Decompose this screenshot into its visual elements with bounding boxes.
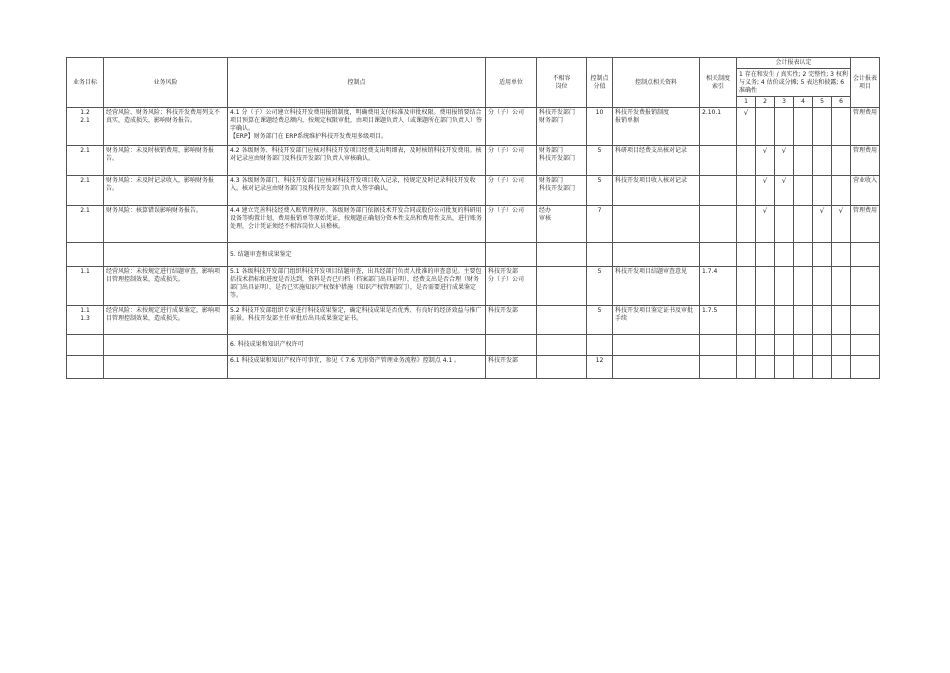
report-item-cell <box>851 267 880 306</box>
risk-cell: 经营风险、财务风险：科技开发费用列支不真实，造成损失，影响财务报告。 <box>104 108 228 146</box>
empty-cell <box>587 335 613 356</box>
report-item-cell: 管理费用 <box>851 146 880 176</box>
check-cell: √ <box>756 146 775 176</box>
control-cell <box>228 176 486 206</box>
empty-cell <box>700 335 737 356</box>
goal-cell: 2.1 <box>67 146 104 176</box>
control-text: 6.1 科技成果和知识产权许可事宜，参见《 7.6 无形资产管理业务流程》控制点 4.1 。 <box>230 357 461 364</box>
empty-cell <box>813 243 832 267</box>
empty-cell <box>537 243 587 267</box>
index-cell: 2.10.1 <box>700 108 737 146</box>
goal-cell: 1.1 1.3 <box>67 306 104 335</box>
goal-cell: 1.1 <box>67 267 104 306</box>
check-cell: √ <box>756 176 775 206</box>
check-cell <box>756 306 775 335</box>
check-cell <box>775 306 794 335</box>
header-item: 会计报表项目 <box>851 58 880 108</box>
empty-cell <box>486 243 537 267</box>
assertion-col-2: 2 <box>756 97 775 108</box>
table-row <box>67 306 880 335</box>
empty-cell <box>537 335 587 356</box>
control-text: 5.2 科技开发部组织专家进行科技成果鉴定，确定科技成果是否优秀、有良好的经济效益与推广前景。科技开发部主任审批后出具成果鉴定证书。 <box>230 307 482 322</box>
check-cell: √ <box>775 176 794 206</box>
table-body <box>67 108 880 379</box>
empty-cell <box>756 335 775 356</box>
docs-cell: 科技开发项目收入核对记录 <box>613 176 700 206</box>
check-cell <box>737 206 756 243</box>
control-text: 4.2 各级财务、科技开发部门应核对科技开发项目经费支出明细表，及时核销科技开发费用。核对记录应由财务部门及科技开发部门负责人审核确认。 <box>230 147 482 162</box>
control-text: 4.1 分（子）公司建立科技开发费用报销制度，明确费用支付标准及审批权限。费用报销要结合项目预算在课题经费总额内，按规定权限审批，由项目课题负责人（或课题所在部门负责人）签字确认。 <box>230 109 483 132</box>
empty-cell <box>775 335 794 356</box>
check-cell <box>775 267 794 306</box>
check-cell: √ <box>813 206 832 243</box>
control-cell <box>228 206 486 243</box>
check-cell <box>756 267 775 306</box>
control-cell <box>228 267 486 306</box>
score-cell: 7 <box>587 206 613 243</box>
goal-cell: 1.2 2.1 <box>67 108 104 146</box>
control-text: 【ERP】财务部门在 ERP系统维护科技开发费用多级项目。 <box>230 133 388 140</box>
index-cell <box>700 356 737 379</box>
check-cell: √ <box>756 206 775 243</box>
empty-cell <box>700 243 737 267</box>
check-cell <box>794 176 813 206</box>
header-assertion-desc: 1 存在和发生 / 真实性; 2 完整性; 3 权利与义务; 4 估价或分摊; 5 表达和披露; 6 准确性 <box>737 69 851 97</box>
table-row <box>67 356 880 379</box>
header-assertion-title: 会计报表认定 <box>737 58 851 69</box>
index-cell <box>700 176 737 206</box>
check-cell <box>813 176 832 206</box>
empty-cell <box>851 243 880 267</box>
risk-cell <box>104 356 228 379</box>
index-cell <box>700 146 737 176</box>
check-cell <box>813 306 832 335</box>
risk-cell: 经营风险：未按规定进行成果鉴定，影响项目管理控制效果，造成损失。 <box>104 306 228 335</box>
check-cell <box>832 176 851 206</box>
goal-cell: 2.1 <box>67 206 104 243</box>
index-cell <box>700 206 737 243</box>
check-cell: √ <box>775 146 794 176</box>
risk-cell <box>104 335 228 356</box>
unit-cell: 分（子）公司 <box>486 176 537 206</box>
check-cell <box>775 356 794 379</box>
empty-cell <box>613 243 700 267</box>
assertion-col-3: 3 <box>775 97 794 108</box>
check-cell <box>794 356 813 379</box>
check-cell <box>775 108 794 146</box>
unit-cell: 分（子）公司 <box>486 146 537 176</box>
docs-cell <box>613 206 700 243</box>
check-cell <box>832 108 851 146</box>
incompatible-cell <box>537 306 587 335</box>
risk-cell: 财务风险：未及时核销费用，影响财务报告。 <box>104 146 228 176</box>
assertion-col-5: 5 <box>813 97 832 108</box>
control-text: 4.3 各级财务部门、科技开发部门应核对科技开发项目收入记录，按规定及时记录科技开发收入。核对记录应由财务部门及科技开发部门负责人签字确认。 <box>230 177 476 192</box>
check-cell <box>775 206 794 243</box>
assertion-col-6: 6 <box>832 97 851 108</box>
control-text: 5.1 各级科技开发部门组织科技开发项目结题审查，出具经部门负责人批准的审查意见。主要包括技术指标和进度是否达到，资料是否已归档（档案部门出具证明），经费支出是否合理（财务部门出具证明），是否已实施知识产权保护措施（知识产权管理部门），是否需要进行成果鉴定等。 <box>230 268 482 299</box>
unit-cell: 科技开发部 <box>486 356 537 379</box>
section-title-cell <box>228 243 486 267</box>
table-row <box>67 267 880 306</box>
check-cell <box>832 306 851 335</box>
header-incompatible: 不相容 岗位 <box>537 58 587 108</box>
check-cell: √ <box>737 108 756 146</box>
table-row <box>67 146 880 176</box>
goal-cell <box>67 243 104 267</box>
incompatible-cell: 科技开发部门 财务部门 <box>537 108 587 146</box>
control-matrix-table <box>66 57 880 379</box>
header-docs: 控制点相关资料 <box>613 58 700 108</box>
header-goal: 业务目标 <box>67 58 104 108</box>
docs-cell: 科技开发项目结题审查意见 <box>613 267 700 306</box>
unit-cell: 分（子）公司 <box>486 206 537 243</box>
empty-cell <box>813 335 832 356</box>
risk-cell: 财务风险：未及时记录收入，影响财务报告。 <box>104 176 228 206</box>
table-row <box>67 108 880 146</box>
empty-cell <box>587 243 613 267</box>
risk-cell: 经营风险：未按规定进行结题审查，影响项目管理控制效果，造成损失。 <box>104 267 228 306</box>
section-title: 5. 结题审查和成果鉴定 <box>230 250 292 258</box>
docs-cell: 科研项目经费支出核对记录 <box>613 146 700 176</box>
docs-cell: 科技开发费报销制度 报销单据 <box>613 108 700 146</box>
control-cell <box>228 108 486 146</box>
unit-cell: 科技开发部 <box>486 306 537 335</box>
check-cell <box>813 146 832 176</box>
table-row <box>67 176 880 206</box>
section-title: 6. 科技成果和知识产权许可 <box>230 341 304 348</box>
empty-cell <box>737 243 756 267</box>
check-cell <box>832 356 851 379</box>
header-score: 控制点 分值 <box>587 58 613 108</box>
incompatible-cell: 财务部门 科技开发部门 <box>537 146 587 176</box>
check-cell <box>794 206 813 243</box>
check-cell <box>832 146 851 176</box>
score-cell: 10 <box>587 108 613 146</box>
check-cell <box>794 267 813 306</box>
check-cell <box>737 267 756 306</box>
check-cell <box>813 356 832 379</box>
unit-cell: 分（子）公司 <box>486 108 537 146</box>
empty-cell <box>794 243 813 267</box>
incompatible-cell: 经办 审核 <box>537 206 587 243</box>
unit-cell: 科技开发部 分（子）公司 <box>486 267 537 306</box>
incompatible-cell <box>537 356 587 379</box>
empty-cell <box>832 335 851 356</box>
score-cell: 5 <box>587 267 613 306</box>
report-item-cell <box>851 306 880 335</box>
check-cell <box>737 356 756 379</box>
report-item-cell <box>851 356 880 379</box>
assertion-col-1: 1 <box>737 97 756 108</box>
empty-cell <box>756 243 775 267</box>
docs-cell <box>613 356 700 379</box>
control-cell <box>228 356 486 379</box>
check-cell: √ <box>832 206 851 243</box>
check-cell <box>813 267 832 306</box>
risk-cell: 财务风险：核算错误影响财务报告。 <box>104 206 228 243</box>
report-item-cell: 管理费用 <box>851 108 880 146</box>
empty-cell <box>737 335 756 356</box>
risk-cell <box>104 243 228 267</box>
report-item-cell: 营业收入 <box>851 176 880 206</box>
section-title-cell <box>228 335 486 356</box>
empty-cell <box>832 243 851 267</box>
header-unit: 适用单位 <box>486 58 537 108</box>
check-cell <box>756 108 775 146</box>
score-cell: 5 <box>587 306 613 335</box>
check-cell <box>737 306 756 335</box>
check-cell <box>813 108 832 146</box>
goal-cell <box>67 356 104 379</box>
empty-cell <box>613 335 700 356</box>
control-text: 4.4 建立完善科技经费入账管理程序。各级财务部门依据技术开发合同或股份公司批复的科研用设备等购置计划、费用报销单等原始凭证，按规题正确划分资本性支出和费用性支出，进行账务处理，会计凭证须经不相容岗位人员稽核。 <box>230 207 483 230</box>
check-cell <box>794 146 813 176</box>
header-risk: 业务风险 <box>104 58 228 108</box>
assertion-col-4: 4 <box>794 97 813 108</box>
empty-cell <box>486 335 537 356</box>
check-cell <box>737 176 756 206</box>
score-cell: 12 <box>587 356 613 379</box>
goal-cell: 2.1 <box>67 176 104 206</box>
incompatible-cell <box>537 267 587 306</box>
section-row <box>67 243 880 267</box>
check-cell <box>737 146 756 176</box>
goal-cell <box>67 335 104 356</box>
index-cell: 1.7.4 <box>700 267 737 306</box>
docs-cell: 科技开发项目鉴定证书及审批手续 <box>613 306 700 335</box>
header-control: 控制点 <box>228 58 486 108</box>
check-cell <box>832 267 851 306</box>
check-cell <box>794 108 813 146</box>
header-index: 相关制度 索引 <box>700 58 737 108</box>
incompatible-cell: 财务部门 科技开发部门 <box>537 176 587 206</box>
control-cell <box>228 306 486 335</box>
empty-cell <box>851 335 880 356</box>
empty-cell <box>794 335 813 356</box>
index-cell: 1.7.5 <box>700 306 737 335</box>
control-cell <box>228 146 486 176</box>
report-item-cell: 管理费用 <box>851 206 880 243</box>
table-row <box>67 206 880 243</box>
score-cell: 5 <box>587 176 613 206</box>
score-cell: 5 <box>587 146 613 176</box>
check-cell <box>794 306 813 335</box>
check-cell <box>756 356 775 379</box>
empty-cell <box>775 243 794 267</box>
section-row <box>67 335 880 356</box>
